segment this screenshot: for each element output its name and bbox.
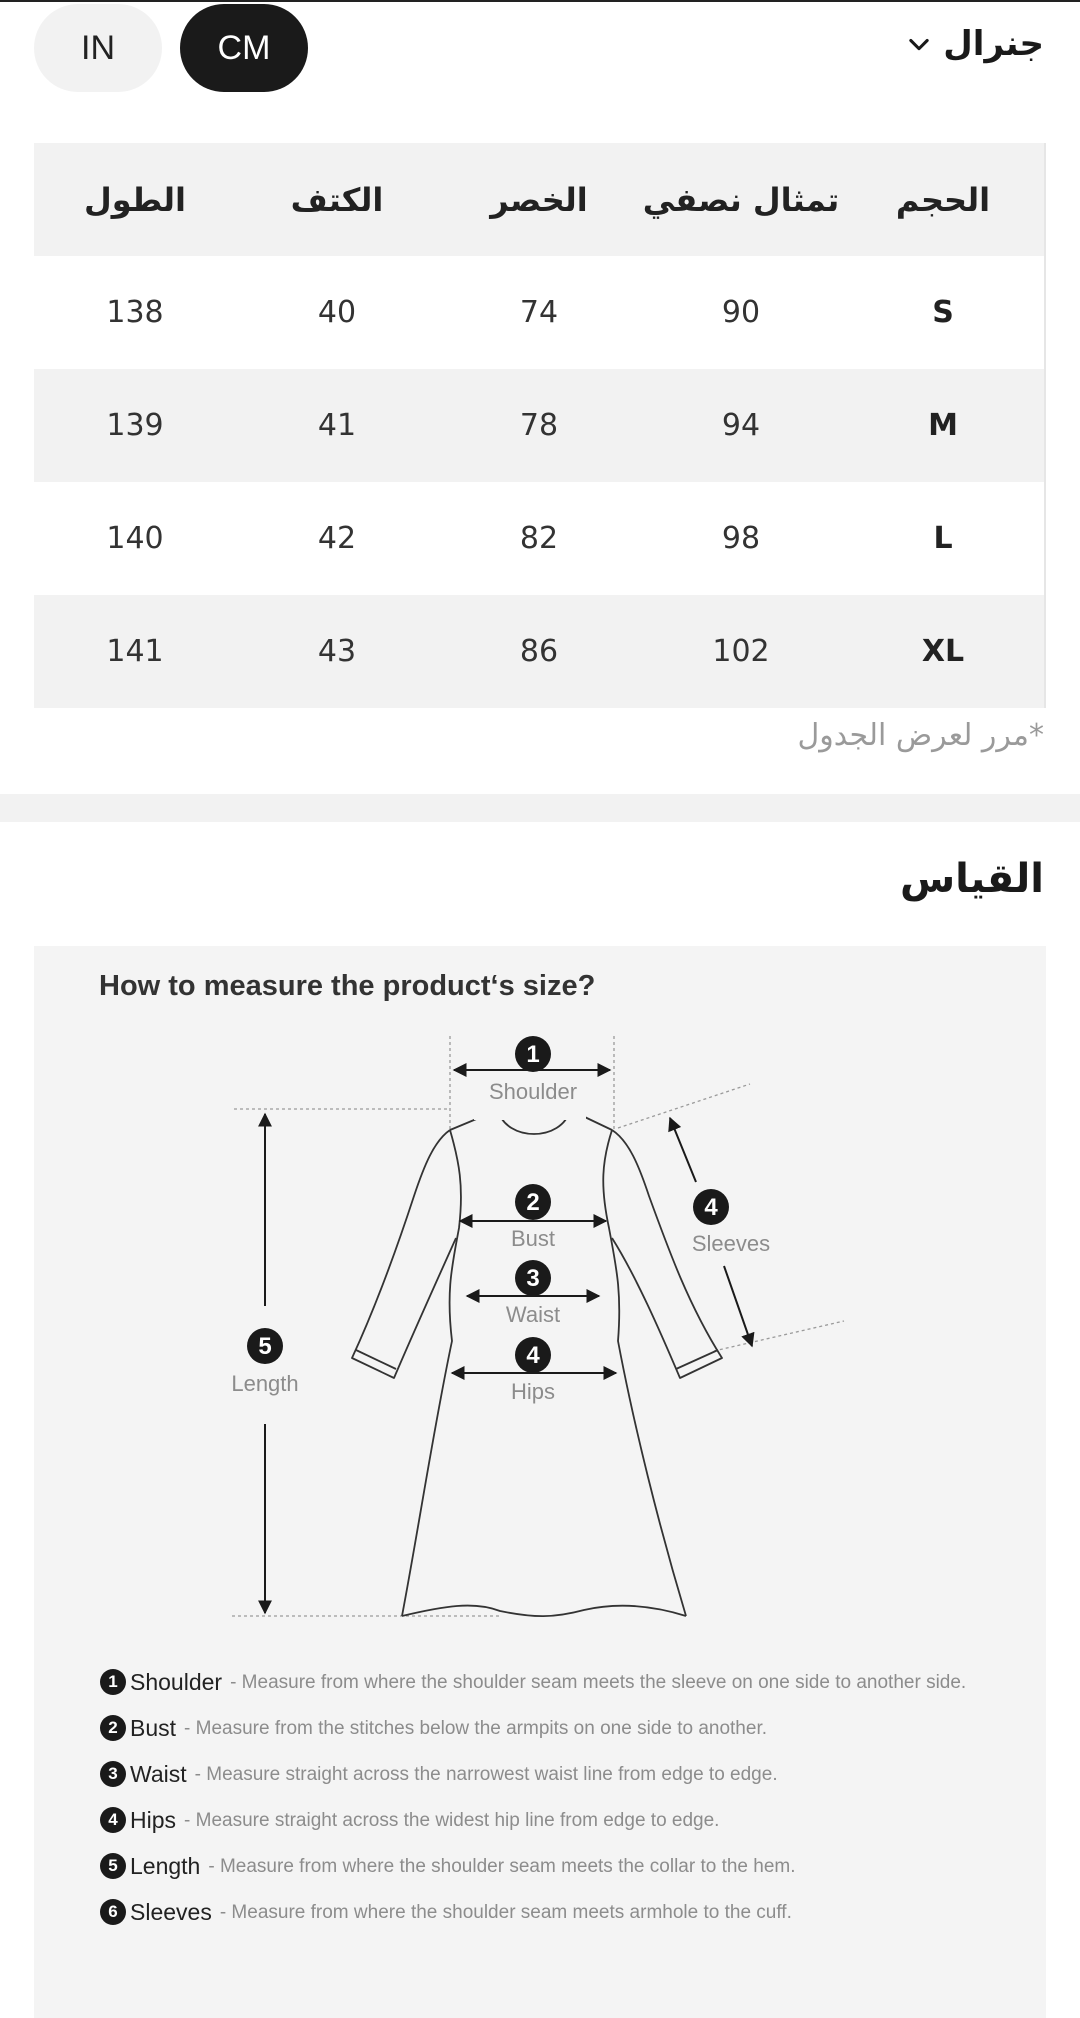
- length-cell: 139: [106, 407, 164, 443]
- svg-text:5: 5: [258, 1333, 272, 1360]
- legend-name: Shoulder: [130, 1669, 223, 1695]
- svg-text:4: 4: [526, 1342, 540, 1369]
- shoulder-cell: 41: [317, 407, 357, 443]
- hips-label: Hips: [510, 1379, 556, 1404]
- section-divider: [0, 794, 1080, 822]
- header-waist: الخصر: [490, 180, 588, 219]
- legend-desc: - Measure straight across the narrowest waist line from edge to edge.: [194, 1764, 778, 1785]
- legend-name: Sleeves: [130, 1899, 212, 1925]
- unit-cm-button[interactable]: CM: [180, 4, 308, 92]
- size-cell: S: [932, 294, 954, 330]
- legend-desc: - Measure from where the shoulder seam meets the sleeve on one side to another side.: [230, 1672, 967, 1693]
- measurement-guide-image: [34, 946, 1046, 2018]
- legend-item: [100, 1898, 980, 1928]
- legend-desc: - Measure straight across the widest hip line from edge to edge.: [184, 1810, 720, 1831]
- length-cell: 140: [106, 520, 164, 556]
- table-row: [34, 369, 1044, 482]
- number-badge: 2: [100, 1715, 126, 1741]
- table-header-row: [34, 143, 1044, 256]
- legend-item: [100, 1806, 980, 1836]
- bust-label: Bust: [510, 1226, 556, 1251]
- legend-name: Bust: [130, 1715, 177, 1741]
- legend-item: [100, 1852, 980, 1882]
- length-label: Length: [231, 1371, 299, 1396]
- legend-desc: - Measure from where the shoulder seam meets armhole to the cuff.: [219, 1902, 792, 1923]
- waist-cell: 86: [519, 633, 559, 669]
- guide-title: How to measure the product‘s size?: [99, 970, 596, 1002]
- bust-cell: 94: [721, 407, 761, 443]
- unit-in-button[interactable]: IN: [34, 4, 162, 92]
- measure-section-title: القياس: [899, 856, 1044, 902]
- shoulder-cell: 42: [317, 520, 357, 556]
- scroll-hint: *مرر لعرض الجدول: [797, 718, 1044, 753]
- waist-cell: 74: [519, 294, 559, 330]
- size-cell: XL: [921, 633, 965, 669]
- legend-desc: - Measure from the stitches below the armpits on one side to another.: [184, 1718, 768, 1739]
- legend-desc: - Measure from where the shoulder seam meets the collar to the hem.: [208, 1856, 796, 1877]
- sleeves-label: Sleeves: [691, 1231, 771, 1256]
- legend-name: Waist: [130, 1761, 187, 1787]
- table-row: [34, 256, 1044, 369]
- waist-label: Waist: [505, 1302, 561, 1327]
- table-row: [34, 595, 1044, 708]
- length-cell: 138: [106, 294, 164, 330]
- legend-name: Hips: [130, 1807, 177, 1833]
- legend-item: [100, 1668, 980, 1698]
- table-row: [34, 482, 1044, 595]
- number-badge: 6: [100, 1899, 126, 1925]
- length-cell: 141: [106, 633, 164, 669]
- size-cell: M: [928, 407, 958, 443]
- bust-cell: 98: [721, 520, 761, 556]
- number-badge: 4: [100, 1807, 126, 1833]
- top-border: [0, 0, 1080, 2]
- measurement-legend: [100, 1668, 980, 1944]
- dress-diagram: [34, 946, 1046, 1646]
- shoulder-cell: 43: [317, 633, 357, 669]
- number-badge: 3: [100, 1761, 126, 1787]
- legend-item: [100, 1760, 980, 1790]
- legend-name: Length: [130, 1853, 201, 1879]
- header-shoulder: الكتف: [290, 180, 384, 219]
- header-bust: تمثال نصفي: [642, 180, 840, 219]
- svg-text:3: 3: [526, 1265, 540, 1292]
- size-table: [34, 143, 1046, 708]
- shoulder-label: Shoulder: [488, 1079, 578, 1104]
- chevron-down-icon: [905, 30, 933, 58]
- region-label: جنرال: [943, 24, 1044, 64]
- bust-cell: 90: [721, 294, 761, 330]
- region-dropdown[interactable]: [905, 24, 1044, 64]
- number-badge: 1: [100, 1669, 126, 1695]
- bust-cell: 102: [712, 633, 770, 669]
- waist-cell: 78: [519, 407, 559, 443]
- size-cell: L: [933, 520, 953, 556]
- shoulder-cell: 40: [317, 294, 357, 330]
- waist-cell: 82: [519, 520, 559, 556]
- header-size: الحجم: [895, 180, 991, 219]
- number-badge: 5: [100, 1853, 126, 1879]
- header-length: الطول: [84, 180, 186, 219]
- svg-text:4: 4: [704, 1194, 718, 1221]
- legend-item: [100, 1714, 980, 1744]
- svg-text:1: 1: [526, 1041, 540, 1068]
- svg-text:2: 2: [526, 1189, 540, 1216]
